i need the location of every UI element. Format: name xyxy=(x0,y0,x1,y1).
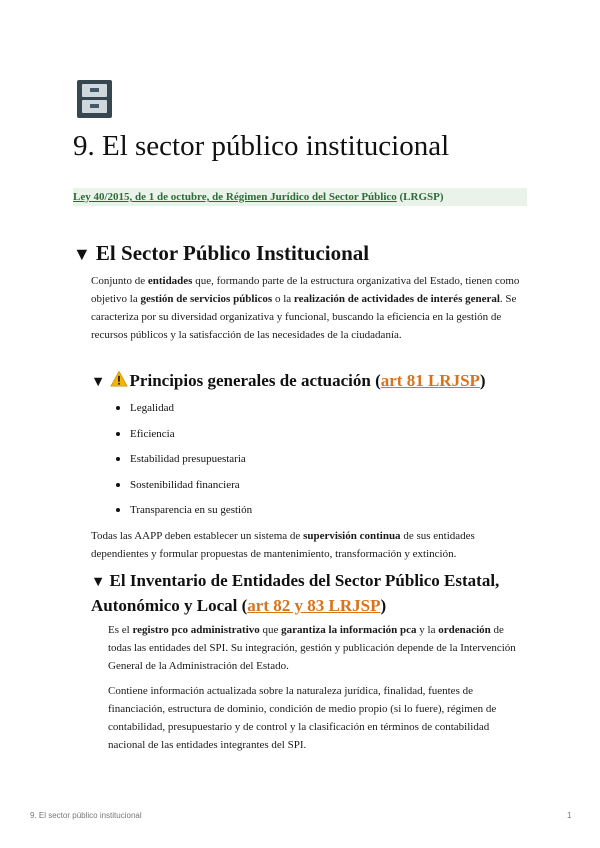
page-title: 9. El sector público institucional xyxy=(73,130,450,162)
list-item: Eficiencia xyxy=(112,424,252,450)
art-82-83-link[interactable]: art 82 y 83 LRJSP xyxy=(247,596,381,615)
collapse-triangle-icon[interactable]: ▼ xyxy=(73,244,91,264)
page-number: 1 xyxy=(567,811,572,820)
file-cabinet-icon xyxy=(77,80,112,118)
section-heading-sector-publico[interactable] xyxy=(73,239,369,268)
art-81-link[interactable]: art 81 LRJSP xyxy=(380,371,480,390)
section-paragraph: Es el registro pco administrativo que garantiza la información pca y la ordenación de todas las entidades del SPI. Su integración, gestión y publicación depende de la Intervención General de la Administración del Estado. xyxy=(108,624,516,672)
section-paragraph: Todas las AAPP deben establecer un sistema de supervisión continua de sus entidades dependientes y formular propuestas de mantenimiento, transformación y extinción. xyxy=(91,530,475,560)
collapse-triangle-icon[interactable]: ▼ xyxy=(91,374,106,390)
law-abbreviation: (LRGSP) xyxy=(399,191,444,203)
section-heading-inventario[interactable]: ▼ El Inventario de Entidades del Sector Público Estatal, Autonómico y Local (art 82 y 83 LRJSP) xyxy=(91,571,500,615)
section-paragraph: Contiene información actualizada sobre la naturaleza jurídica, finalidad, fuentes de financiación, estructura de dominio, condición de medio propio (si lo fuere), régimen de contabilidad, presupuestario y de control y la clasificación en términos de contabilidad nacional de las entidades integrantes del SPI. xyxy=(108,685,497,751)
list-item: Sostenibilidad financiera xyxy=(112,475,252,501)
cabinet-drawer-bottom xyxy=(82,100,107,113)
law-link[interactable]: Ley 40/2015, de 1 de octubre, de Régimen Jurídico del Sector Público xyxy=(73,191,397,203)
section-title: El Sector Público Institucional xyxy=(95,241,370,265)
section-title-line2: Autonómico y Local ( xyxy=(91,596,248,615)
footer-title: 9. El sector público institucional xyxy=(30,811,142,820)
section-title: Principios generales de actuación ( xyxy=(129,371,381,390)
warning-icon xyxy=(110,370,128,388)
list-item: Legalidad xyxy=(112,398,252,424)
section-paragraph: Conjunto de entidades que, formando parte de la estructura organizativa del Estado, tienen como objetivo la gestión de servicios públicos o la realización de actividades de interés general. Se caracteriza por su diversidad organizativa y funcional, buscando la eficiencia en la gestión de recursos públicos y la satisfacción de las necesidades de la ciudadanía. xyxy=(91,275,520,341)
section-heading-principios[interactable]: ▼ Principios generales de actuación (art 81 LRJSP) xyxy=(91,371,486,390)
list-item: Estabilidad presupuestaria xyxy=(112,449,252,475)
collapse-triangle-icon[interactable]: ▼ xyxy=(91,574,106,590)
law-reference xyxy=(73,188,527,206)
list-item: Transparencia en su gestión xyxy=(112,500,252,526)
cabinet-drawer-top xyxy=(82,84,107,97)
section-title-line1: El Inventario de Entidades del Sector Público Estatal, xyxy=(109,571,500,590)
principles-list xyxy=(112,398,252,526)
